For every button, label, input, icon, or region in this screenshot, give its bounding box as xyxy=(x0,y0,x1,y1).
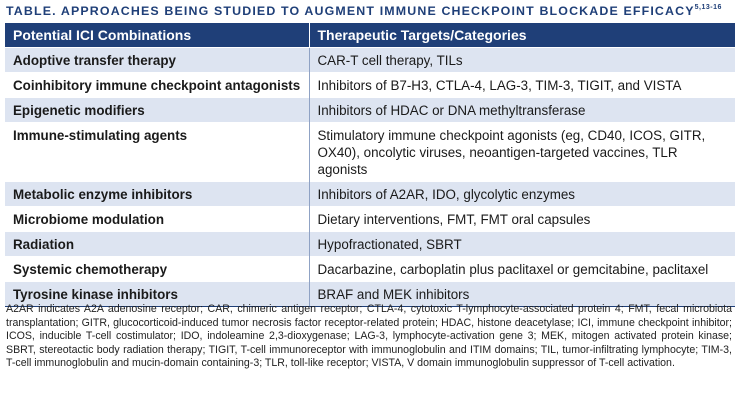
table-row xyxy=(5,122,735,181)
row-category: Adoptive transfer therapy xyxy=(5,47,309,72)
row-targets: Inhibitors of B7-H3, CTLA-4, LAG-3, TIM-3, TIGIT, and VISTA xyxy=(309,72,735,97)
table-row xyxy=(5,231,735,256)
row-category: Coinhibitory immune checkpoint antagonists xyxy=(5,72,309,97)
combinations-table xyxy=(5,23,735,307)
table-title xyxy=(6,4,722,22)
table-row xyxy=(5,47,735,72)
table-footnote: A2AR indicates A2A adenosine receptor; CAR, chimeric antigen receptor; CTLA-4, cytotoxic T-lymphocyte-associated protein 4; FMT, fecal microbiota transplantation; GITR, glucocorticoid-induced tumor necrosis factor receptor-related protein; HDAC, histone deacetylase; ICI, immune checkpoint inhibitor; ICOS, inducible T-cell costimulator; IDO, indoleamine 2,3-dioxygenase; LAG-3, lymphocyte-activation gene 3; MEK, mitogen activated protein kinase; SBRT, stereotactic body radiation therapy; TIGIT, T-cell immunoreceptor with immunoglobulin and ITIM domains; TIL, tumor-infiltrating lymphocyte; TIM-3, T-cell immunoglobulin and mucin-domain containing-3; TLR, toll-like receptor; VISTA, V domain immunoglobulin suppressor of T-cell activation. xyxy=(6,303,732,369)
row-category: Metabolic enzyme inhibitors xyxy=(5,181,309,206)
row-targets: Stimulatory immune checkpoint agonists (eg, CD40, ICOS, GITR, OX40), oncolytic viruses, neoantigen-targeted vaccines, TLR agonists xyxy=(309,122,735,181)
table-row xyxy=(5,206,735,231)
table-row xyxy=(5,181,735,206)
table-row xyxy=(5,72,735,97)
row-targets: Hypofractionated, SBRT xyxy=(309,231,735,256)
row-category: Radiation xyxy=(5,231,309,256)
row-category: Systemic chemotherapy xyxy=(5,256,309,281)
table-title-refs: 5,13-16 xyxy=(694,4,722,11)
table-title-label: TABLE. xyxy=(6,4,57,18)
row-targets: Dietary interventions, FMT, FMT oral capsules xyxy=(309,206,735,231)
table-title-text: APPROACHES BEING STUDIED TO AUGMENT IMMUNE CHECKPOINT BLOCKADE EFFICACY xyxy=(60,4,695,18)
row-category: Tyrosine kinase inhibitors xyxy=(5,281,309,306)
table-row xyxy=(5,256,735,281)
table-header-row xyxy=(5,23,735,47)
row-targets: BRAF and MEK inhibitors xyxy=(309,281,735,306)
row-targets: Dacarbazine, carboplatin plus paclitaxel or gemcitabine, paclitaxel xyxy=(309,256,735,281)
table-row xyxy=(5,97,735,122)
row-category: Immune-stimulating agents xyxy=(5,122,309,181)
header-therapeutic-targets: Therapeutic Targets/Categories xyxy=(309,23,735,47)
row-targets: Inhibitors of A2AR, IDO, glycolytic enzymes xyxy=(309,181,735,206)
row-targets: Inhibitors of HDAC or DNA methyltransferase xyxy=(309,97,735,122)
header-potential-ici-combinations: Potential ICI Combinations xyxy=(5,23,309,47)
row-category: Microbiome modulation xyxy=(5,206,309,231)
row-category: Epigenetic modifiers xyxy=(5,97,309,122)
row-targets: CAR-T cell therapy, TILs xyxy=(309,47,735,72)
